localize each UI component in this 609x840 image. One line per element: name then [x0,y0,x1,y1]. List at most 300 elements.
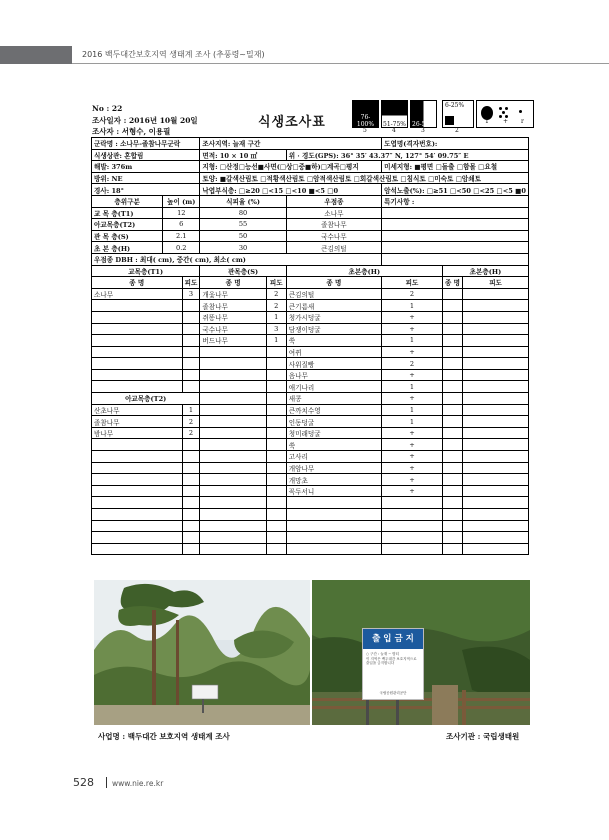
layer-name: 초 본 층(H) [92,242,163,254]
herb-species: 큰까치수영 [286,404,381,416]
shrub-species: 개옻나무 [200,288,266,300]
empty-cell [266,416,286,428]
cover-dots-plus [499,107,509,117]
project-name: 사업명 : 백두대간 보호지역 생태계 조사 [98,732,230,741]
shrub-species: 쥐똥나무 [200,311,266,323]
empty-cell [200,474,266,486]
no-entry-sign [362,628,424,700]
species-row [92,346,529,358]
empty-cell [266,439,286,451]
empty-cell [266,451,286,463]
column-header: 종 명 [286,277,381,289]
species-row [92,288,529,300]
shrub-species: 버드나무 [200,335,266,347]
species-row [92,404,529,416]
species-col-row [92,277,529,289]
column-header: 종 명 [442,277,462,289]
record-number: No : 22 [92,104,123,113]
empty-cell [200,346,266,358]
species-row [92,369,529,381]
empty-cell [92,439,183,451]
empty-cell [442,381,462,393]
empty-cell [92,311,183,323]
empty-cell [266,485,286,497]
species-row [92,335,529,347]
empty-cell [442,335,462,347]
empty-cell [182,485,200,497]
herb-cover: 1 [382,404,443,416]
layer-dominant: 큰김의털 [286,242,381,254]
empty-cell [92,543,183,555]
empty-cell [266,474,286,486]
cover-label-2: 6-25% [445,102,465,109]
shrub-cover: 1 [266,335,286,347]
site-field: 면적: 10 × 10 ㎡ [200,149,286,161]
empty-cell [442,427,462,439]
empty-cell [463,543,529,555]
empty-cell [200,451,266,463]
empty-cell [442,323,462,335]
empty-cell [182,532,200,544]
empty-cell [463,532,529,544]
empty-cell [182,300,200,312]
site-row [92,149,529,161]
empty-cell [92,369,183,381]
layer-height: 2.1 [163,230,200,242]
species-row [92,497,529,509]
herb-species: 음나무 [286,369,381,381]
empty-cell [463,323,529,335]
group-herb-2: 초본층(H) [442,265,528,277]
running-title: 2016 백두대간보호지역 생태계 조사 (추풍령~밀재) [82,50,265,59]
empty-cell [182,497,200,509]
page-divider [106,777,107,788]
empty-cell [442,311,462,323]
surveyors: 조사자 : 서형수, 이용필 [92,127,171,136]
site-field: 조사지역: 늘재 구간 [200,138,382,150]
tree-cover: 3 [182,288,200,300]
empty-cell [92,474,183,486]
site-row [92,138,529,150]
herb-cover: + [382,311,443,323]
cover-class-4 [381,100,408,128]
layer-dominant: 국수나무 [286,230,381,242]
empty-cell [182,323,200,335]
empty-cell [182,543,200,555]
layer-dominant: 소나무 [286,207,381,219]
empty-cell [286,509,381,521]
empty-cell [266,427,286,439]
species-group-row [92,265,529,277]
species-row [92,520,529,532]
empty-cell [200,509,266,521]
herb-species: 꼭두서니 [286,485,381,497]
cover-label-4: 51-75% [383,121,406,128]
empty-cell [442,393,462,405]
tree-cover: 1 [182,404,200,416]
column-header: 피도 [266,277,286,289]
cover-num-plus: + [503,118,509,125]
herb-species: 개암나무 [286,462,381,474]
empty-cell [92,346,183,358]
empty-cell [463,288,529,300]
empty-cell [266,497,286,509]
layer-cover: 30 [200,242,286,254]
sign-line-3: 국립공원관리공단 [379,691,407,695]
empty-cell [182,509,200,521]
cover-num-4: 4 [392,127,396,134]
empty-cell [463,497,529,509]
herb-cover: 1 [382,416,443,428]
empty-cell [442,346,462,358]
empty-cell [442,485,462,497]
notes-cell [382,219,529,231]
site-field: 군락명 : 소나무-졸참나무군락 [92,138,200,150]
empty-cell [463,300,529,312]
empty-cell [200,532,266,544]
site-row [92,172,529,184]
empty-cell [463,485,529,497]
species-row [92,381,529,393]
running-header [0,46,609,64]
empty-cell [92,300,183,312]
empty-cell [442,288,462,300]
empty-cell [92,497,183,509]
layer-header: 높이 (m) [163,195,200,207]
empty-cell [182,451,200,463]
t2-label: 아교목층(T2) [92,393,200,405]
herb-cover: 1 [382,335,443,347]
site-field: 토양: ■갈색산림토 □적황색산림토 □암적색산림토 □회갈색산림토 □침식토 □미숙토 □암쇄토 [200,172,529,184]
layer-cover: 80 [200,207,286,219]
layer-height: 12 [163,207,200,219]
herb-cover: + [382,474,443,486]
notes-label: 특기사항 : [382,195,529,207]
herb-species: 쑥 [286,439,381,451]
layer-name: 관 목 층(S) [92,230,163,242]
empty-cell [182,358,200,370]
site-field: 위 · 경도(GPS): 36° 35′ 43.37″ N, 127° 54′ 09.75″ E [286,149,528,161]
column-header: 피도 [182,277,200,289]
layer-cover: 55 [200,219,286,231]
herb-cover: + [382,369,443,381]
empty-cell [92,509,183,521]
species-row [92,543,529,555]
shrub-cover: 1 [266,311,286,323]
site-field: 암석노출(%): □≥51 □<50 □<25 □<5 ■0 [382,184,529,196]
empty-cell [200,520,266,532]
tree-species: 밤나무 [92,427,183,439]
cover-label-5: 76-100% [356,114,375,128]
header-rule [72,63,609,64]
empty-cell [266,509,286,521]
empty-cell [463,451,529,463]
empty-cell [92,520,183,532]
empty-cell [442,358,462,370]
shrub-species: 졸참나무 [200,300,266,312]
empty-cell [463,520,529,532]
notes-cell [382,242,529,254]
empty-cell [442,300,462,312]
cover-num-5: 5 [363,127,367,134]
herb-species: 개망초 [286,474,381,486]
empty-cell [442,416,462,428]
herb-cover: + [382,485,443,497]
cover-num-r: r [521,118,524,125]
empty-cell [182,520,200,532]
empty-cell [182,346,200,358]
herb-species: 담쟁이덩굴 [286,323,381,335]
empty-cell [382,497,443,509]
empty-cell [442,369,462,381]
empty-cell [463,474,529,486]
layer-cover: 50 [200,230,286,242]
empty-cell [182,474,200,486]
page-number: 528 [73,776,94,789]
empty-cell [182,439,200,451]
empty-cell [442,497,462,509]
site-field: 낙엽부식층: □≥20 □<15 □<10 ■<5 □0 [200,184,382,196]
herb-species: 사위질빵 [286,358,381,370]
layer-name: 아교목층(T2) [92,219,163,231]
shrub-cover: 2 [266,288,286,300]
empty-cell [92,358,183,370]
herb-species: 쑥 [286,335,381,347]
empty-cell [463,427,529,439]
dbh-field: 우점종 DBH : 최대( cm), 중간( cm), 최소( cm) [92,253,382,265]
cover-dot-r [519,110,522,113]
empty-cell [442,439,462,451]
tree-cover: 2 [182,427,200,439]
herb-species: 새콩 [286,393,381,405]
layer-header-row [92,195,529,207]
species-row [92,532,529,544]
empty-cell [200,404,266,416]
cover-class-3 [410,100,437,128]
herb-species: 여뀌 [286,346,381,358]
site-field: 지형: □산정□능선■사면(□상□중■하)□계곡□평지 [200,161,382,173]
empty-cell [442,520,462,532]
empty-cell [442,532,462,544]
site-row [92,161,529,173]
herb-cover: + [382,393,443,405]
sign-title: 출 입 금 지 [363,629,423,649]
site-field: 해발: 376m [92,161,200,173]
sign-line-1: ○ 구간 : 늘재 ~ 밤티 [366,652,400,656]
survey-agency: 조사기관 : 국립생태원 [446,732,520,741]
cover-num-3: 3 [421,127,425,134]
empty-cell [382,543,443,555]
tree-species: 소나무 [92,288,183,300]
species-row [92,451,529,463]
empty-cell [200,497,266,509]
site-field: 도엽명(격자번호): [382,138,529,150]
empty-cell [200,543,266,555]
sign-body [366,652,420,666]
empty-cell [463,358,529,370]
website-url: www.nie.re.kr [112,779,164,788]
layer-row [92,219,529,231]
empty-cell [463,462,529,474]
empty-cell [182,381,200,393]
empty-cell [286,520,381,532]
column-header: 종 명 [200,277,266,289]
herb-species: 청가시덩굴 [286,311,381,323]
species-row [92,462,529,474]
species-row [92,439,529,451]
column-header: 피도 [463,277,529,289]
empty-cell [266,393,286,405]
empty-cell [182,335,200,347]
layer-header: 식피율 (%) [200,195,286,207]
species-row [92,323,529,335]
empty-cell [92,323,183,335]
empty-cell [463,416,529,428]
herb-species: 큰김의털 [286,288,381,300]
empty-cell [266,369,286,381]
site-photo-2 [312,580,530,725]
species-row [92,311,529,323]
column-header: 종 명 [92,277,183,289]
notes-cell [382,207,529,219]
herb-cover: + [382,323,443,335]
empty-cell [463,311,529,323]
empty-cell [92,462,183,474]
empty-cell [200,427,266,439]
empty-cell [266,358,286,370]
species-row [92,300,529,312]
herb-cover: 2 [382,358,443,370]
shrub-cover: 3 [266,323,286,335]
empty-cell [266,532,286,544]
empty-cell [200,485,266,497]
empty-cell [200,369,266,381]
empty-cell [266,462,286,474]
herb-cover: 1 [382,381,443,393]
layer-name: 교 목 층(T1) [92,207,163,219]
empty-cell [382,509,443,521]
layer-dominant: 졸참나무 [286,219,381,231]
empty-cell [463,335,529,347]
empty-cell [382,532,443,544]
herb-cover: + [382,462,443,474]
layer-row [92,230,529,242]
empty-cell [286,532,381,544]
empty-cell [92,381,183,393]
site-row [92,184,529,196]
herb-cover: + [382,346,443,358]
tree-species: 졸참나무 [92,416,183,428]
herb-species: 큰기름새 [286,300,381,312]
cover-num-1: 1 [485,118,489,125]
empty-cell [266,346,286,358]
site-field: 미세지형: ■평면 □돌출 □함몰 □요철 [382,161,529,173]
empty-cell [200,393,266,405]
herb-species: 인동덩굴 [286,416,381,428]
layer-height: 6 [163,219,200,231]
herb-species: 청미래덩굴 [286,427,381,439]
empty-cell [442,543,462,555]
species-row [92,485,529,497]
empty-cell [266,520,286,532]
site-field: 방위: NE [92,172,200,184]
shrub-cover: 2 [266,300,286,312]
empty-cell [442,404,462,416]
empty-cell [442,474,462,486]
layer-header: 층위구분 [92,195,163,207]
empty-cell [463,509,529,521]
empty-cell [92,335,183,347]
empty-cell [92,485,183,497]
header-bar [0,46,72,64]
species-row [92,393,529,405]
empty-cell [286,543,381,555]
empty-cell [200,358,266,370]
dbh-row [92,253,529,265]
empty-cell [463,369,529,381]
herb-species: 고사리 [286,451,381,463]
herb-cover: + [382,427,443,439]
empty-cell [442,509,462,521]
herb-cover: 1 [382,300,443,312]
empty-cell [442,462,462,474]
empty-cell [463,404,529,416]
empty-cell [286,497,381,509]
empty-cell [200,439,266,451]
tree-species: 산초나무 [92,404,183,416]
empty-cell [200,416,266,428]
empty-cell [92,451,183,463]
herb-cover: + [382,439,443,451]
empty-cell [382,520,443,532]
survey-date: 조사일자 : 2016년 10월 20일 [92,116,198,125]
empty-cell [182,462,200,474]
cover-class-2 [442,100,474,128]
layer-row [92,207,529,219]
empty-cell [463,439,529,451]
layer-row [92,242,529,254]
site-field: 식생상관: 혼합림 [92,149,200,161]
herb-species: 애기나리 [286,381,381,393]
notes-cell [382,253,529,265]
empty-cell [200,462,266,474]
empty-cell [442,451,462,463]
herb-cover: 2 [382,288,443,300]
empty-cell [266,543,286,555]
notes-cell [382,230,529,242]
survey-table [91,137,529,555]
cover-num-2: 2 [455,127,459,134]
empty-cell [200,381,266,393]
site-field: 경사: 18° [92,184,200,196]
site-photo-1 [94,580,310,725]
empty-cell [182,311,200,323]
page-title: 식생조사표 [258,115,326,130]
empty-cell [463,381,529,393]
group-shrub: 관목층(S) [200,265,286,277]
shrub-species: 국수나무 [200,323,266,335]
sign-line-2: 이 지역은 백두대간 보호지역으로 출입을 금지합니다 [366,656,417,665]
species-row [92,509,529,521]
column-header: 피도 [382,277,443,289]
group-tree: 교목층(T1) [92,265,200,277]
cover-class-5 [352,100,379,128]
species-row [92,427,529,439]
empty-cell [463,393,529,405]
tree-cover: 2 [182,416,200,428]
layer-height: 0.2 [163,242,200,254]
cover-swatch-2 [445,116,454,125]
